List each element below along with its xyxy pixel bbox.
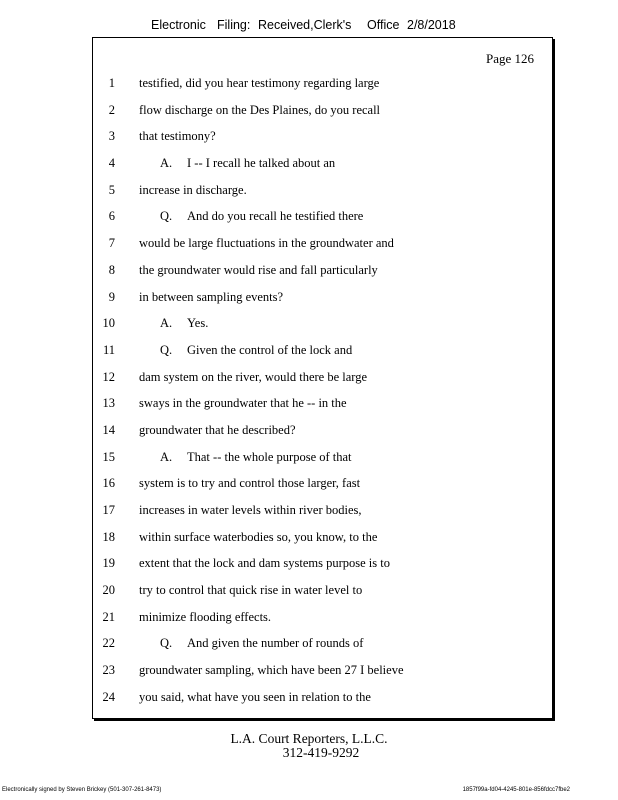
speaker-label: A. <box>160 156 173 171</box>
line-number: 19 <box>102 556 115 571</box>
line-text: groundwater that he described? <box>139 422 296 437</box>
transcript-line <box>93 657 552 684</box>
line-text: groundwater sampling, which have been 27 I believe <box>139 663 404 678</box>
line-text: that testimony? <box>139 129 216 144</box>
line-text: system is to try and control those larger, fast <box>139 476 361 491</box>
line-number: 22 <box>102 636 115 651</box>
line-text: extent that the lock and dam systems purpose is to <box>139 556 390 571</box>
speaker-label: A. <box>160 316 173 331</box>
transcript-line <box>93 123 552 150</box>
transcript-line <box>93 310 552 337</box>
transcript-line <box>93 417 552 444</box>
line-content <box>139 417 296 444</box>
line-number: 23 <box>102 663 115 678</box>
line-content <box>139 657 404 684</box>
line-number: 16 <box>102 476 115 491</box>
line-content <box>160 310 208 337</box>
transcript-line <box>93 444 552 471</box>
line-text: And do you recall he testified there <box>187 209 364 224</box>
line-number: 21 <box>102 609 115 624</box>
line-content <box>139 497 362 524</box>
line-number: 20 <box>102 583 115 598</box>
line-content <box>139 604 271 631</box>
line-text: dam system on the river, would there be large <box>139 369 368 384</box>
line-text: try to control that quick rise in water level to <box>139 583 363 598</box>
line-text: That -- the whole purpose of that <box>187 449 352 464</box>
transcript-line <box>93 550 552 577</box>
line-number: 11 <box>102 342 115 357</box>
line-number: 2 <box>108 102 115 117</box>
line-number: 10 <box>102 316 115 331</box>
line-number: 9 <box>108 289 115 304</box>
header-word-received: Received,Clerk's <box>258 18 352 32</box>
transcript-line <box>93 684 552 711</box>
line-number: 14 <box>102 422 115 437</box>
line-text: Given the control of the lock and <box>187 342 353 357</box>
transcript-line <box>93 203 552 230</box>
header-word-electronic: Electronic <box>151 18 206 32</box>
line-number: 3 <box>108 129 115 144</box>
court-reporter-phone: 312-419-9292 <box>282 745 360 760</box>
transcript-line <box>93 470 552 497</box>
line-content <box>139 123 216 150</box>
line-text: you said, what have you seen in relation to the <box>139 689 371 704</box>
line-content <box>139 230 394 257</box>
line-content <box>139 257 378 284</box>
footer <box>0 732 618 760</box>
transcript-line <box>93 630 552 657</box>
transcript-line <box>93 177 552 204</box>
line-text: the groundwater would rise and fall particularly <box>139 262 378 277</box>
court-reporter-name: L.A. Court Reporters, L.L.C. <box>230 731 388 746</box>
header-word-filing: Filing: <box>217 18 251 32</box>
line-content <box>139 577 362 604</box>
line-number: 4 <box>108 156 115 171</box>
document-hash: 1857f99a-fd04-4245-801e-856fdcc7fbe2 <box>462 787 570 793</box>
line-number: 5 <box>108 182 115 197</box>
line-content <box>160 337 352 364</box>
transcript-line <box>93 284 552 311</box>
transcript-line <box>93 497 552 524</box>
line-number: 1 <box>108 76 115 90</box>
line-text: minimize flooding effects. <box>139 609 272 624</box>
speaker-label: Q. <box>160 209 173 224</box>
line-number: 6 <box>108 209 115 224</box>
speaker-label: Q. <box>160 636 173 651</box>
transcript-lines <box>93 70 552 711</box>
line-text: And given the number of rounds of <box>187 636 364 651</box>
line-number: 15 <box>102 449 115 464</box>
line-text: increases in water levels within river bodies, <box>139 503 362 517</box>
transcript-line <box>93 257 552 284</box>
line-text: I -- I recall he talked about an <box>187 156 336 171</box>
line-number: 13 <box>102 396 115 411</box>
line-text: increase in discharge. <box>139 182 247 197</box>
line-content <box>139 524 377 551</box>
line-text: flow discharge on the Des Plaines, do you recall <box>139 102 381 117</box>
transcript-line <box>93 577 552 604</box>
speaker-label: Q. <box>160 342 173 357</box>
line-text: would be large fluctuations in the groundwater and <box>139 236 394 251</box>
transcript-line <box>93 524 552 551</box>
line-number: 12 <box>102 369 115 384</box>
line-content <box>160 203 363 230</box>
line-content <box>160 150 335 177</box>
line-content <box>139 177 247 204</box>
line-content <box>139 390 347 417</box>
transcript-line <box>93 604 552 631</box>
transcript-line <box>93 337 552 364</box>
line-number: 24 <box>102 689 115 704</box>
line-content <box>139 470 360 497</box>
line-text: in between sampling events? <box>139 289 284 304</box>
transcript-line <box>93 97 552 124</box>
transcript-line <box>93 70 552 97</box>
header-date: 2/8/2018 <box>407 18 456 32</box>
line-content <box>139 97 380 124</box>
line-content <box>139 550 390 577</box>
transcript-line <box>93 390 552 417</box>
transcript-line <box>93 364 552 391</box>
line-content <box>160 444 352 471</box>
line-number: 18 <box>102 529 115 544</box>
line-content <box>139 684 371 711</box>
line-number: 8 <box>108 262 115 277</box>
line-text: testified, did you hear testimony regarding large <box>139 76 380 90</box>
line-content <box>139 284 283 311</box>
filing-header <box>0 18 618 38</box>
speaker-label: A. <box>160 449 173 464</box>
transcript-page <box>92 37 553 719</box>
line-content <box>139 364 367 391</box>
line-text: sways in the groundwater that he -- in the <box>139 396 347 411</box>
line-content <box>160 630 363 657</box>
line-number: 7 <box>108 236 115 251</box>
line-content <box>139 70 379 97</box>
line-number: 17 <box>102 503 115 517</box>
transcript-line <box>93 230 552 257</box>
header-word-office: Office <box>367 18 400 32</box>
page-number: Page 126 <box>485 51 534 66</box>
electronic-signature: Electronically signed by Steven Brickey (501-307-261-8473) <box>2 787 162 793</box>
line-text: within surface waterbodies so, you know, to the <box>139 529 378 544</box>
transcript-line <box>93 150 552 177</box>
line-text: Yes. <box>187 316 209 331</box>
